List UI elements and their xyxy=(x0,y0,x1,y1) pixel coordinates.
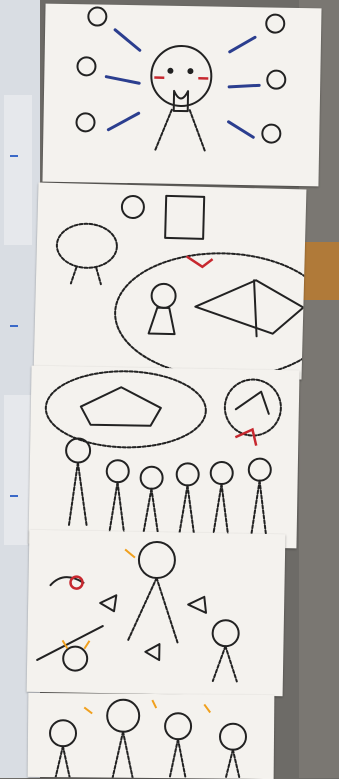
drawing-panel-1 xyxy=(42,4,321,187)
group-and-house-sketch xyxy=(34,183,307,380)
left-note-upper xyxy=(4,95,32,245)
center-figure-sketch xyxy=(42,4,321,187)
wooden-beam xyxy=(303,242,339,300)
adult-child-sketch xyxy=(27,530,286,696)
drawing-panel-2 xyxy=(34,183,307,380)
drawing-panel-4 xyxy=(27,530,286,696)
blue-mark xyxy=(10,155,18,157)
left-note-lower xyxy=(4,395,32,545)
blue-mark xyxy=(10,495,18,497)
blue-mark xyxy=(10,325,18,327)
drawing-panel-3 xyxy=(28,366,299,549)
crowd-sketch xyxy=(28,366,299,549)
drawing-panel-5 xyxy=(28,693,275,779)
group-bottom-sketch xyxy=(28,693,275,779)
